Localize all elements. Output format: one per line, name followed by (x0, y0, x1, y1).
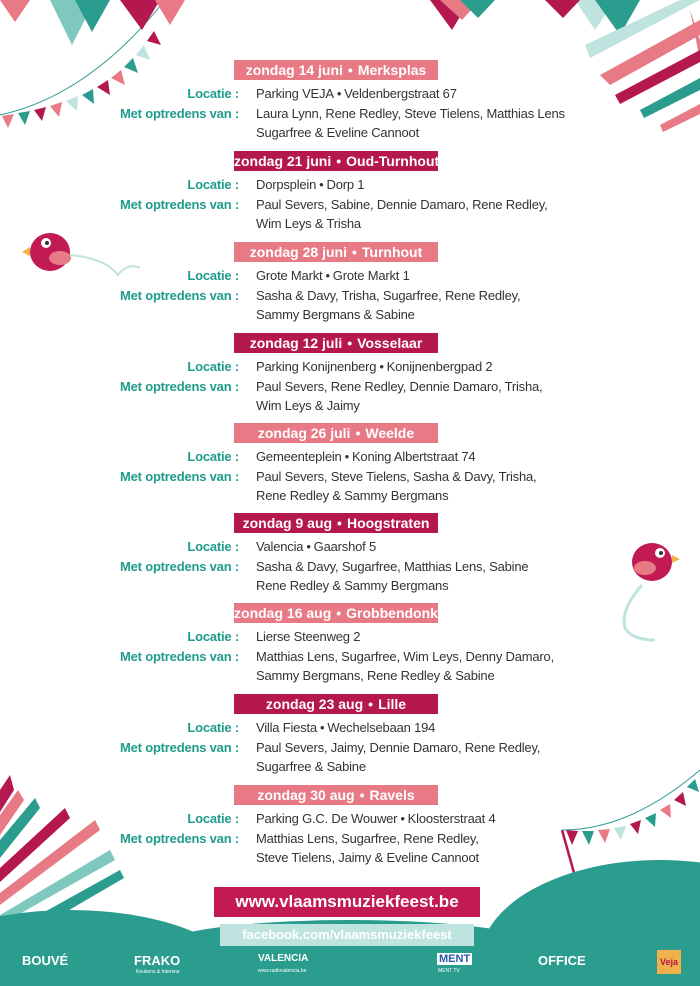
location-part: Koning Albertstraat 74 (351, 449, 476, 464)
location-label: Locatie : (187, 629, 239, 644)
sponsor-valencia: VALENCIA (258, 953, 309, 964)
event-date: zondag 30 aug (257, 787, 355, 803)
separator: • (347, 335, 353, 351)
location-part: Dorp 1 (326, 177, 365, 192)
location-part: Valencia (256, 539, 304, 554)
website-link[interactable]: www.vlaamsmuziekfeest.be (214, 887, 480, 917)
separator: • (400, 811, 405, 826)
performers-line: Wim Leys & Jaimy (256, 398, 360, 413)
separator: • (368, 696, 374, 712)
separator: • (306, 539, 311, 554)
event-date: zondag 9 aug (242, 515, 333, 531)
separator: • (379, 359, 384, 374)
event-header (234, 333, 438, 353)
location-label: Locatie : (187, 539, 239, 554)
location-value (256, 718, 636, 737)
event-place: Lille (378, 696, 407, 712)
separator: • (344, 449, 349, 464)
performers-line: Paul Severs, Steve Tielens, Sasha & Davy, Trisha, (256, 469, 537, 484)
sponsor-veja: Veja (657, 950, 681, 974)
event-place: Oud-Turnhout (346, 153, 440, 169)
performers-label: Met optredens van : (120, 831, 239, 846)
performers-line: Sugarfree & Sabine (256, 759, 366, 774)
performers-line: Sugarfree & Eveline Cannoot (256, 125, 419, 140)
location-value (256, 266, 636, 285)
event-place: Merksplas (357, 62, 427, 78)
location-part: Lierse Steenweg 2 (256, 629, 361, 644)
location-label: Locatie : (187, 449, 239, 464)
location-label: Locatie : (187, 720, 239, 735)
event-place: Turnhout (361, 244, 423, 260)
location-value (256, 357, 636, 376)
location-part: Gaarshof 5 (313, 539, 376, 554)
performers-label: Met optredens van : (120, 379, 239, 394)
performers-line: Rene Redley & Sammy Bergmans (256, 488, 449, 503)
separator: • (336, 153, 342, 169)
event-header (234, 242, 438, 262)
performers-label: Met optredens van : (120, 106, 239, 121)
performers-line: Sasha & Davy, Sugarfree, Matthias Lens, Sabine (256, 559, 529, 574)
separator: • (336, 86, 342, 101)
performers-line: Sammy Bergmans & Sabine (256, 307, 415, 322)
location-part: Wechelsebaan 194 (327, 720, 436, 735)
separator: • (337, 515, 342, 531)
location-part: Grote Markt (256, 268, 323, 283)
event-place: Weelde (365, 425, 415, 441)
location-label: Locatie : (187, 268, 239, 283)
sponsor-ment: MENT (439, 953, 471, 965)
event-date: zondag 28 juni (249, 244, 347, 260)
sponsor-office: OFFICE (538, 953, 586, 968)
performers-label: Met optredens van : (120, 288, 239, 303)
performers-line: Sammy Bergmans, Rene Redley & Sabine (256, 668, 495, 683)
separator: • (325, 268, 330, 283)
performers-label: Met optredens van : (120, 740, 239, 755)
performers-line: Rene Redley & Sammy Bergmans (256, 578, 449, 593)
location-part: Parking G.C. De Wouwer (256, 811, 398, 826)
separator: • (319, 177, 324, 192)
event-date: zondag 12 juli (249, 335, 343, 351)
sponsor-bouve: BOUVÉ (22, 953, 69, 968)
performers-line: Wim Leys & Trisha (256, 216, 361, 231)
event-place: Grobbendonk (346, 605, 438, 621)
separator: • (347, 62, 353, 78)
event-header (234, 785, 438, 805)
performers-label: Met optredens van : (120, 469, 239, 484)
event-header (234, 151, 438, 171)
event-date: zondag 23 aug (265, 696, 364, 712)
performers-line: Paul Severs, Jaimy, Dennie Damaro, Rene Redley, (256, 740, 541, 755)
location-part: Kloosterstraat 4 (407, 811, 496, 826)
event-date: zondag 21 juni (234, 153, 332, 169)
location-value (256, 627, 636, 646)
performers-line: Matthias Lens, Sugarfree, Rene Redley, (256, 831, 479, 846)
event-place: Vosselaar (357, 335, 423, 351)
location-part: Veldenbergstraat 67 (344, 86, 457, 101)
event-date: zondag 14 juni (245, 62, 343, 78)
event-header (234, 513, 438, 533)
sponsor-valencia-sub: www.radiovalencia.be (258, 968, 307, 974)
location-label: Locatie : (187, 86, 239, 101)
location-label: Locatie : (187, 177, 239, 192)
performers-label: Met optredens van : (120, 197, 239, 212)
performers-line: Paul Severs, Sabine, Dennie Damaro, Rene Redley, (256, 197, 548, 212)
location-label: Locatie : (187, 359, 239, 374)
facebook-link[interactable]: facebook.com/vlaamsmuziekfeest (220, 924, 474, 946)
event-date: zondag 26 juli (257, 425, 351, 441)
event-header (234, 603, 438, 623)
event-date: zondag 16 aug (234, 605, 332, 621)
separator: • (319, 720, 325, 735)
location-part: Grote Markt 1 (332, 268, 410, 283)
location-part: Konijnenbergpad 2 (386, 359, 493, 374)
location-value (256, 84, 636, 103)
stripes-bottom-left (0, 775, 124, 930)
performers-line: Matthias Lens, Sugarfree, Wim Leys, Denny Damaro, (256, 649, 554, 664)
sponsor-ment-sub: MENT TV (438, 968, 460, 974)
location-part: Gemeenteplein (256, 449, 342, 464)
location-value (256, 537, 636, 556)
event-header (234, 60, 438, 80)
performers-line: Paul Severs, Rene Redley, Dennie Damaro, Trisha, (256, 379, 543, 394)
event-place: Hoogstraten (346, 515, 430, 531)
performers-line: Laura Lynn, Rene Redley, Steve Tielens, Matthias Lens (256, 106, 565, 121)
location-value (256, 809, 636, 828)
bird-left-icon (22, 233, 140, 275)
performers-line: Sasha & Davy, Trisha, Sugarfree, Rene Redley, (256, 288, 521, 303)
sponsor-frako-sub: Keukens & Interieur (136, 969, 180, 975)
location-part: Parking Konijnenberg (256, 359, 377, 374)
location-value (256, 447, 636, 466)
event-header (234, 694, 438, 714)
separator: • (351, 244, 357, 260)
location-part: Villa Fiesta (256, 720, 317, 735)
separator: • (355, 425, 361, 441)
location-value (256, 175, 636, 194)
event-place: Ravels (369, 787, 415, 803)
location-part: Parking VEJA (256, 86, 334, 101)
separator: • (359, 787, 365, 803)
performers-label: Met optredens van : (120, 559, 239, 574)
separator: • (336, 605, 342, 621)
location-part: Dorpsplein (256, 177, 317, 192)
event-header (234, 423, 438, 443)
performers-label: Met optredens van : (120, 649, 239, 664)
location-label: Locatie : (187, 811, 239, 826)
sponsor-frako: FRAKO (134, 953, 181, 968)
performers-line: Steve Tielens, Jaimy & Eveline Cannoot (256, 850, 479, 865)
